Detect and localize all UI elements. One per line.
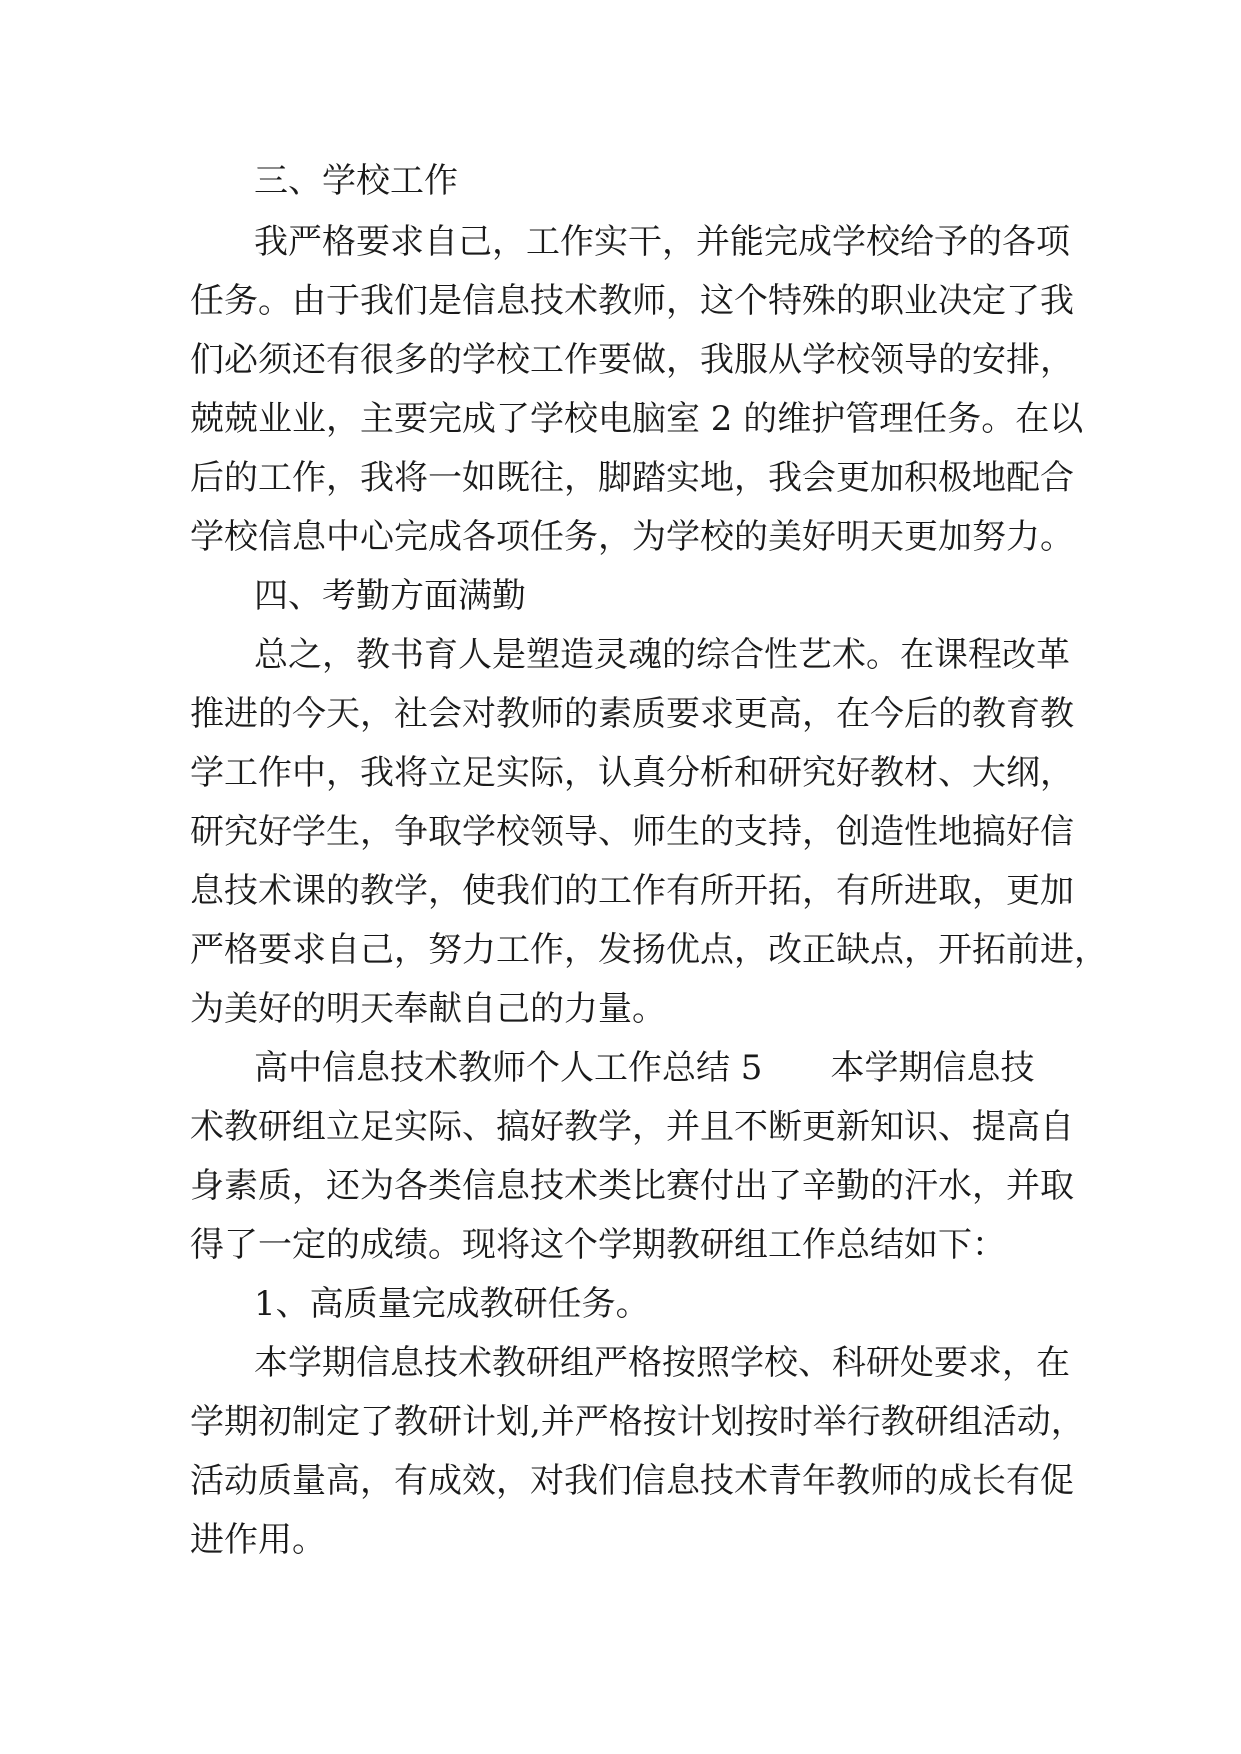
paragraph-line: 学校信息中心完成各项任务，为学校的美好明天更加努力。 [190, 517, 1074, 557]
paragraph-line: 学期初制定了教研计划,并严格按计划按时举行教研组活动， [190, 1402, 1085, 1442]
paragraph-line: 我严格要求自己，工作实干，并能完成学校给予的各项 [254, 222, 1070, 262]
paragraph-line: 术教研组立足实际、搞好教学，并且不断更新知识、提高自 [190, 1107, 1074, 1147]
paragraph-line: 们必须还有很多的学校工作要做，我服从学校领导的安排， [190, 340, 1074, 380]
numbered-item-heading: 1、高质量完成教研任务。 [254, 1284, 650, 1324]
paragraph-line: 总之，教书育人是塑造灵魂的综合性艺术。在课程改革 [254, 635, 1070, 675]
paragraph-line: 身素质，还为各类信息技术类比赛付出了辛勤的汗水，并取 [190, 1166, 1074, 1206]
paragraph-line: 后的工作，我将一如既往，脚踏实地，我会更加积极地配合 [190, 458, 1074, 498]
paragraph-line: 本学期信息技术教研组严格按照学校、科研处要求，在 [254, 1343, 1070, 1383]
paragraph-line: 推进的今天，社会对教师的素质要求更高，在今后的教育教 [190, 694, 1074, 734]
paragraph-line: 得了一定的成绩。现将这个学期教研组工作总结如下： [190, 1225, 1006, 1265]
paragraph-line: 进作用。 [190, 1520, 326, 1560]
section-heading-school-work: 三、学校工作 [254, 161, 458, 201]
paragraph-line: 活动质量高，有成效，对我们信息技术青年教师的成长有促 [190, 1461, 1074, 1501]
paragraph-line: 学工作中，我将立足实际，认真分析和研究好教材、大纲， [190, 753, 1074, 793]
paragraph-line: 息技术课的教学，使我们的工作有所开拓，有所进取，更加 [190, 871, 1074, 911]
paragraph-line: 任务。由于我们是信息技术教师，这个特殊的职业决定了我 [190, 281, 1074, 321]
paragraph-line: 为美好的明天奉献自己的力量。 [190, 989, 666, 1029]
paragraph-line: 研究好学生，争取学校领导、师生的支持，创造性地搞好信 [190, 812, 1074, 852]
paragraph-line: 严格要求自己，努力工作，发扬优点，改正缺点，开拓前进， [190, 930, 1108, 970]
summary-title-line: 高中信息技术教师个人工作总结 5 本学期信息技 [254, 1048, 1035, 1088]
section-heading-attendance: 四、考勤方面满勤 [254, 576, 526, 616]
paragraph-line: 兢兢业业，主要完成了学校电脑室 2 的维护管理任务。在以 [190, 399, 1084, 439]
